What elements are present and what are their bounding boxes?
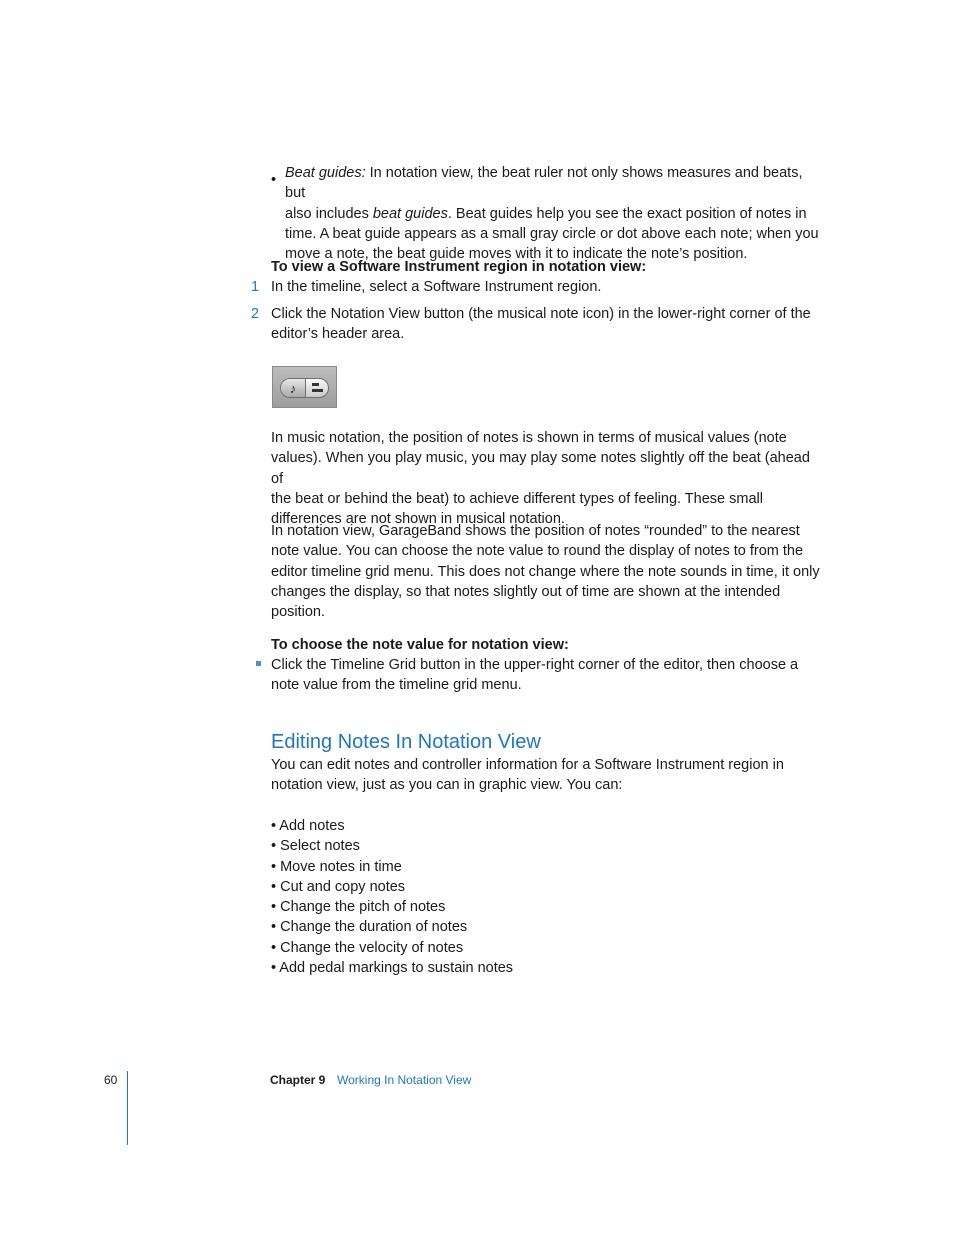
- chapter-label: Chapter 9: [270, 1073, 326, 1087]
- paragraph-music-notation: [271, 428, 823, 529]
- list-item: • Move notes in time: [271, 858, 402, 875]
- paragraph-line: values). When you play music, you may play some notes slightly off the beat (ahead of: [271, 450, 810, 487]
- bullet-marker: •: [271, 172, 277, 188]
- step2-text: [271, 304, 823, 345]
- task2-heading: To choose the note value for notation view:: [271, 637, 569, 653]
- beat-guides-line2-post: . Beat guides help you see the exact position of notes in: [447, 205, 807, 222]
- paragraph-line: differences are not shown in musical notation.: [271, 511, 565, 528]
- task2-step: [271, 655, 823, 696]
- step2-line2: editor’s header area.: [271, 326, 405, 343]
- square-bullet-icon: [256, 661, 261, 666]
- beat-guides-line2-pre: also includes: [285, 205, 373, 222]
- list-item: • Change the pitch of notes: [271, 899, 446, 916]
- paragraph-line: the beat or behind the beat) to achieve different types of feeling. These small: [271, 490, 763, 507]
- footer-rule: [127, 1071, 128, 1145]
- paragraph-line: In music notation, the position of notes is shown in terms of musical values (note: [271, 430, 787, 446]
- page-number: 60: [104, 1073, 118, 1087]
- list-item: • Change the velocity of notes: [271, 939, 464, 956]
- chapter-title: Working In Notation View: [337, 1073, 472, 1087]
- paragraph-line: changes the display, so that notes slightly out of time are shown at the intended: [271, 583, 781, 600]
- section-title: Editing Notes In Notation View: [271, 731, 541, 753]
- task2-line1: Click the Timeline Grid button in the upper-right corner of the editor, then choose a: [271, 657, 799, 673]
- section-intro-line2: notation view, just as you can in graphic view. You can:: [271, 777, 623, 794]
- notation-view-button-illustration: [272, 366, 337, 408]
- task1-heading: To view a Software Instrument region in notation view:: [271, 259, 647, 275]
- paragraph-rounded-notes: [271, 521, 831, 622]
- piano-roll-icon: [305, 379, 328, 397]
- paragraph-line: editor timeline grid menu. This does not change where the note sounds in time, it only: [271, 563, 820, 580]
- paragraph-line: position.: [271, 604, 326, 621]
- step-number: 2: [251, 306, 260, 322]
- list-item: • Add pedal markings to sustain notes: [271, 960, 514, 977]
- list-item: • Cut and copy notes: [271, 878, 406, 895]
- beat-guides-bullet: [285, 163, 825, 264]
- paragraph-line: note value. You can choose the note value to round the display of notes to from the: [271, 543, 804, 560]
- list-item: • Add notes: [271, 818, 345, 834]
- beat-guides-line2-italic: beat guides: [372, 205, 448, 222]
- task2-line2: note value from the timeline grid menu.: [271, 677, 522, 694]
- section-intro-line1: You can edit notes and controller information for a Software Instrument region in: [271, 757, 784, 773]
- view-segmented-control: [280, 378, 329, 398]
- paragraph-line: In notation view, GarageBand shows the position of notes “rounded” to the nearest: [271, 523, 800, 539]
- step2-line1: Click the Notation View button (the musical note icon) in the lower-right corner of the: [271, 306, 811, 322]
- step-number: 1: [251, 279, 260, 295]
- list-item: • Select notes: [271, 838, 360, 855]
- beat-guides-line3: time. A beat guide appears as a small gray circle or dot above each note; when you: [285, 225, 819, 242]
- musical-note-icon: ♪: [281, 379, 306, 397]
- beat-guides-term: Beat guides:: [285, 165, 366, 181]
- beat-guides-line4: move a note, the beat guide moves with it to indicate the note’s position.: [285, 246, 748, 263]
- section-intro: [271, 755, 823, 796]
- capabilities-list: [271, 816, 823, 978]
- list-item: • Change the duration of notes: [271, 919, 468, 936]
- step1-text: In the timeline, select a Software Instrument region.: [271, 279, 602, 295]
- beat-guides-line1: In notation view, the beat ruler not only shows measures and beats, but: [285, 165, 803, 202]
